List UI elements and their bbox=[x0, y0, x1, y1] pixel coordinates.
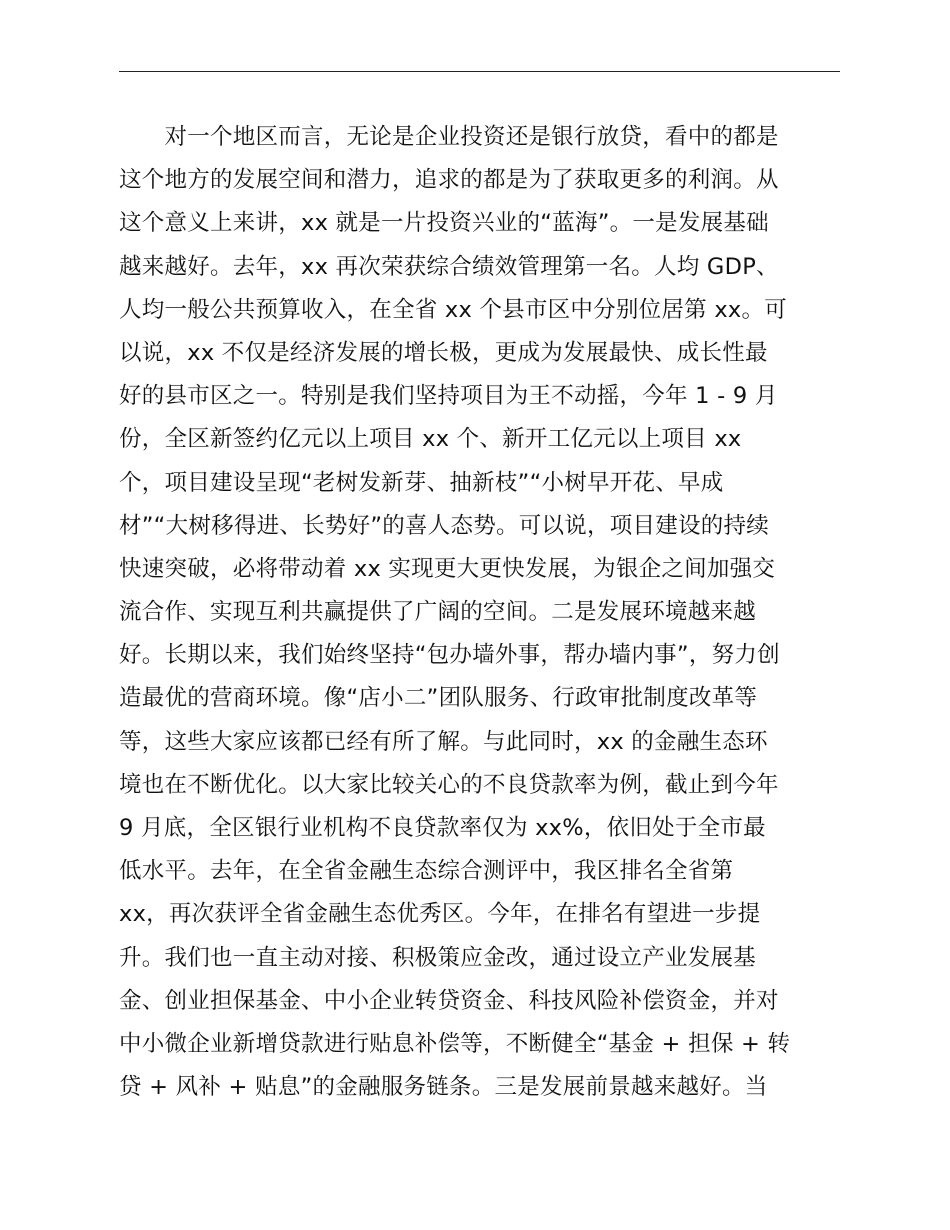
text-line: 好。长期以来，我们始终坚持“包办墙外事，帮办墙内事”，努力创 bbox=[119, 642, 780, 669]
text-line: 金、创业担保基金、中小企业转贷资金、科技风险补偿资金，并对 bbox=[119, 987, 779, 1014]
text-line: 越来越好。去年，xx 再次荣获综合绩效管理第一名。人均 GDP、 bbox=[119, 253, 779, 280]
text-line: 境也在不断优化。以大家比较关心的不良贷款率为例，截止到今年 bbox=[119, 771, 779, 798]
text-line: 这个地方的发展空间和潜力，追求的都是为了获取更多的利润。从 bbox=[119, 167, 779, 194]
text-line: 这个意义上来讲，xx 就是一片投资兴业的“蓝海”。一是发展基础 bbox=[119, 210, 769, 237]
text-line: xx，再次获评全省金融生态优秀区。今年，在排名有望进一步提 bbox=[119, 901, 761, 928]
body-paragraph bbox=[119, 116, 844, 1109]
text-line: 个，项目建设呈现“老树发新芽、抽新枝”“小树早开花、早成 bbox=[119, 469, 724, 496]
text-line: 份，全区新签约亿元以上项目 xx 个、新开工亿元以上项目 xx bbox=[119, 426, 742, 453]
text-line: 造最优的营商环境。像“店小二”团队服务、行政审批制度改革等 bbox=[119, 685, 758, 712]
text-line: 升。我们也一直主动对接、积极策应金改，通过设立产业发展基 bbox=[119, 944, 757, 971]
text-line: 对一个地区而言，无论是企业投资还是银行放贷，看中的都是 bbox=[119, 124, 779, 150]
text-line: 低水平。去年，在全省金融生态综合测评中，我区排名全省第 bbox=[119, 858, 734, 885]
text-line: 人均一般公共预算收入，在全省 xx 个县市区中分别位居第 xx。可 bbox=[119, 296, 787, 323]
text-line: 等，这些大家应该都已经有所了解。与此同时，xx 的金融生态环 bbox=[119, 728, 768, 755]
text-line: 快速突破，必将带动着 xx 实现更大更快发展，为银企之间加强交 bbox=[119, 555, 776, 582]
text-line: 中小微企业新增贷款进行贴息补偿等，不断健全“基金 + 担保 + 转 bbox=[119, 1030, 791, 1057]
header-divider bbox=[119, 71, 840, 72]
text-line: 9 月底，全区银行业机构不良贷款率仅为 xx%，依旧处于全市最 bbox=[119, 815, 766, 841]
text-line: 贷 + 风补 + 贴息”的金融服务链条。三是发展前景越来越好。当 bbox=[119, 1074, 768, 1101]
text-line: 流合作、实现互利共赢提供了广阔的空间。二是发展环境越来越 bbox=[119, 599, 757, 626]
text-line: 材”“大树移得进、长势好”的喜人态势。可以说，项目建设的持续 bbox=[119, 512, 769, 539]
text-line: 好的县市区之一。特别是我们坚持项目为王不动摇，今年 1 - 9 月 bbox=[119, 383, 778, 410]
text-line: 以说，xx 不仅是经济发展的增长极，更成为发展最快、成长性最 bbox=[119, 339, 768, 366]
